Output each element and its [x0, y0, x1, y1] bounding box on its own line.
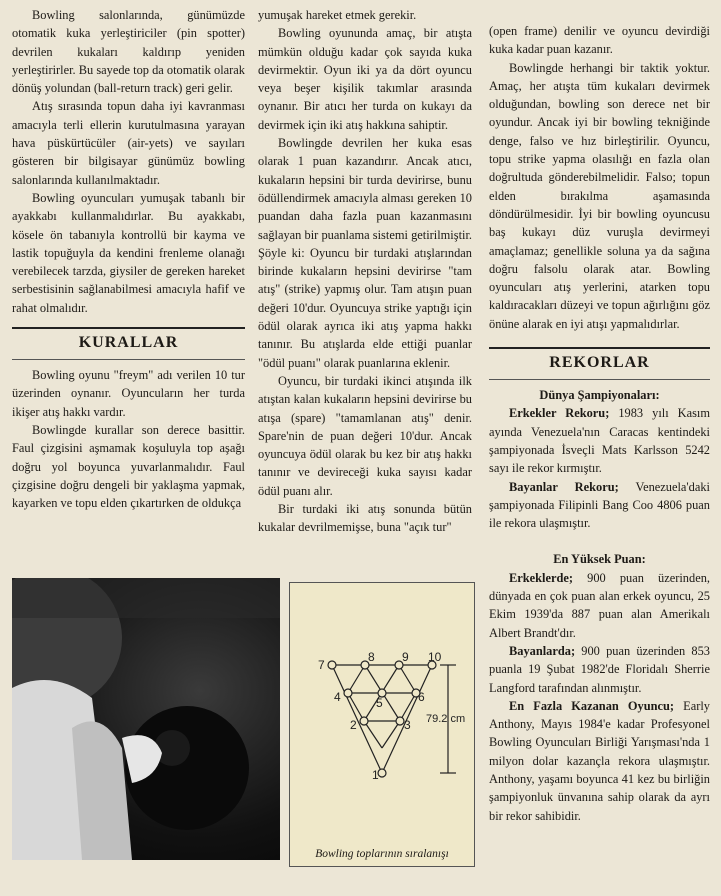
- pin-label: 7: [318, 658, 325, 672]
- paragraph: Bowling salonlarında, günümüzde otomatik kuka yerleştiriciler (pin spotter) devrilen kukaları kaldırıp yeniden yerleştirirler. Bu sayede top da otomatik olarak dönüş yolundan (ball-return track) geri gelir.: [12, 8, 245, 96]
- pin-label: 5: [376, 696, 383, 710]
- subheading-world-championships: Dünya Şampiyonaları:: [539, 388, 660, 403]
- pin-label: 1: [372, 768, 379, 782]
- pin-label: 6: [418, 690, 425, 704]
- paragraph: Oyuncu, bir turdaki ikinci atışında ilk atıştan kalan kukaların hepsini devirirse bu atışa (spare) "tamamlanan atış" denir. Spare'nin de puan değeri 10'dur. Ancak oyuncuya ödül olarak bu kez bir atış hakkı tanınır ve devireceği kuka sayısı kadar ödül puanı alır.: [258, 373, 472, 498]
- record-label: Erkekler Rekoru;: [509, 406, 610, 421]
- record-text: Early Anthony, Mayıs 1984'e kadar Profesyonel Bowling Oyuncuları Birliği Yarışması'nda 1 milyon dolar kazançla rekora ulaşmıştır. Anthony, yaşamı boyunca 41 kez bu birliğin şampiyonluk ünvanına sahip olarak da ayrı bir rekor sahibidir.: [489, 698, 710, 823]
- record-label: Bayanlar Rekoru;: [509, 479, 619, 494]
- section-divider: [489, 379, 710, 380]
- paragraph: Bowling oyunu "freym" adı verilen 10 tur üzerinden oynanır. Oyuncuların her turda ikişer atış hakkı vardır.: [12, 368, 245, 419]
- record-text: 900 puan üzerinden, dünyada en çok puan alan erkek oyuncu, 25 Ekim 1939'da 887 puan alan Amerikalı Albert Brandt'dır.: [489, 570, 710, 640]
- section-heading-kurallar: KURALLAR: [78, 334, 179, 352]
- record-men-highest: [489, 569, 710, 642]
- paragraph: yumuşak hareket etmek gerekir.: [258, 8, 417, 22]
- record-text: Venezuela'daki şampiyonada Filipinli Bang Coo 4806 puan ile rekora ulaşmıştır.: [489, 479, 710, 531]
- section-divider: [489, 347, 710, 349]
- record-top-earner: [489, 697, 710, 825]
- record-label: Erkeklerde;: [509, 570, 574, 585]
- measurement-label: 79.2 cm: [426, 713, 466, 725]
- section-divider: [12, 359, 245, 360]
- pin-label: 4: [334, 690, 341, 704]
- paragraph: Bowling oyuncuları yumuşak tabanlı bir ayakkabı kullanmalıdırlar. Bu ayakkabı, kösele ön tabanıyla kontrollü bir kayma ve lastik topuğuyla da kendini frenleme olanağı verebilecek tarzda, giysiler de gereken hareket serbestisinin sağlanabilmesi amacıyla hafif ve rahat olmalıdır.: [12, 190, 245, 315]
- text-column-1: [12, 6, 245, 512]
- paragraph: Bowling oyununda amaç, bir atışta mümkün olduğu kadar çok sayıda kuka devirmektir. Oyun iki ya da dört oyuncu veya beşer kişilik takımlar arasında oynanır. Bir atıcı her turda on kukayı da devirmek için iki atış hakkına sahiptir.: [258, 26, 472, 132]
- record-text: 1983 yılı Kasım ayında Venezuela'nın Caracas kentindeki şampiyonada İsveçli Mats Karlsson 5242 sayı ile rekor kırmıştır.: [489, 406, 710, 476]
- bowler-photo: [12, 578, 280, 860]
- record-label: Bayanlarda;: [509, 643, 576, 658]
- diagram-caption: Bowling toplarının sıralanışı: [315, 848, 449, 860]
- paragraph: Bowlingde kurallar son derece basittir. Faul çizgisini aşmamak koşuluyla top aşağı doğru yol boyunca yuvarlanmalıdır. Faul çizgisine doğru dengeli bir yaklaşma yapmak, kayarken ve topu elden çıkartırken de oldukça: [12, 422, 245, 511]
- paragraph: (open frame) denilir ve oyuncu devirdiği kuka kadar puan kazanır.: [489, 24, 710, 57]
- section-heading-rekorlar: REKORLAR: [549, 354, 650, 372]
- pin-label: 2: [350, 718, 357, 732]
- record-men: [489, 404, 710, 477]
- record-women-highest: [489, 642, 710, 697]
- record-text: 900 puan üzerinden 853 puanla 19 Şubat 1982'de Floridalı Sherrie Langford tarafından alınmıştır.: [489, 643, 710, 695]
- pin-diagram: [289, 582, 475, 867]
- text-column-2: [258, 6, 472, 537]
- text-column-3: [489, 22, 710, 825]
- paragraph: Bir turdaki iki atış sonunda bütün kukalar devrilmemişse, buna "açık tur": [258, 502, 472, 535]
- record-women: [489, 478, 710, 533]
- pin-diagram-svg: [290, 583, 474, 866]
- paragraph: Bowlingde herhangi bir taktik yoktur. Amaç, her atışta tüm kukaları devirmek olduğundan, bowling son derece net bir oyundur. Ancak iyi bir bowling tekniğinde denge, falso ve hız birleştirilir. Oyuncu, topu strike yapma olasılığı en fazla olan doğrultuda gönderebilmelidir. Falso; topun elden bırakılma aşamasında döndürülmesidir. İyi bir bowling oyuncusu baş kukayı düz vuruşla devirmeyi amaçlamaz; genellikle soluna ya da sağına doğru falsolu olarak atar. Bowling oyuncuları atış yerlerini, atarken topu kaldıracakları düzeyi ve topun ağırlığını göz önüne alarak en iyi atışı yapmalıdırlar.: [489, 60, 710, 331]
- pin-label: 9: [402, 650, 409, 664]
- paragraph: Bowlingde devrilen her kuka esas olarak 1 puan kazandırır. Ancak atıcı, kukaların hepsini bir turda devirirse, bunu ödüllendirmek amacıyla alması gereken 10 puandan daha fazla puan kazanmasını sağlayan bir puanlama sistemi getirilmiştir. Şöyle ki: Oyuncu bir turdaki atışlarından birinde kukaların hepsini devirirse "tam atış" (strike) yapmış olur. Tam atışın puan değeri 10'dur. Oyuncuya strike yaptığı için ödül olarak ayrıca iki atış yapma hakkı tanınır. Bu atışlarda elde ettiği puanlar "ödül puanı" olarak puanlarına eklenir.: [258, 136, 472, 370]
- bowler-photo-art: [12, 578, 280, 860]
- pin-label: 3: [404, 718, 411, 732]
- pin-label: 8: [368, 650, 375, 664]
- pin-label: 10: [428, 650, 442, 664]
- record-label: En Fazla Kazanan Oyuncu;: [509, 698, 675, 713]
- section-divider: [12, 327, 245, 329]
- subheading-highest-score: En Yüksek Puan:: [553, 552, 646, 567]
- paragraph: Atış sırasında topun daha iyi kavranması amacıyla terli ellerin kurutulmasına yarayan hava püskürtücüler (air-yets) ve sayıları gösteren bir bilgisayar günümüz bowling salonlarında kullanılmaktadır.: [12, 99, 245, 187]
